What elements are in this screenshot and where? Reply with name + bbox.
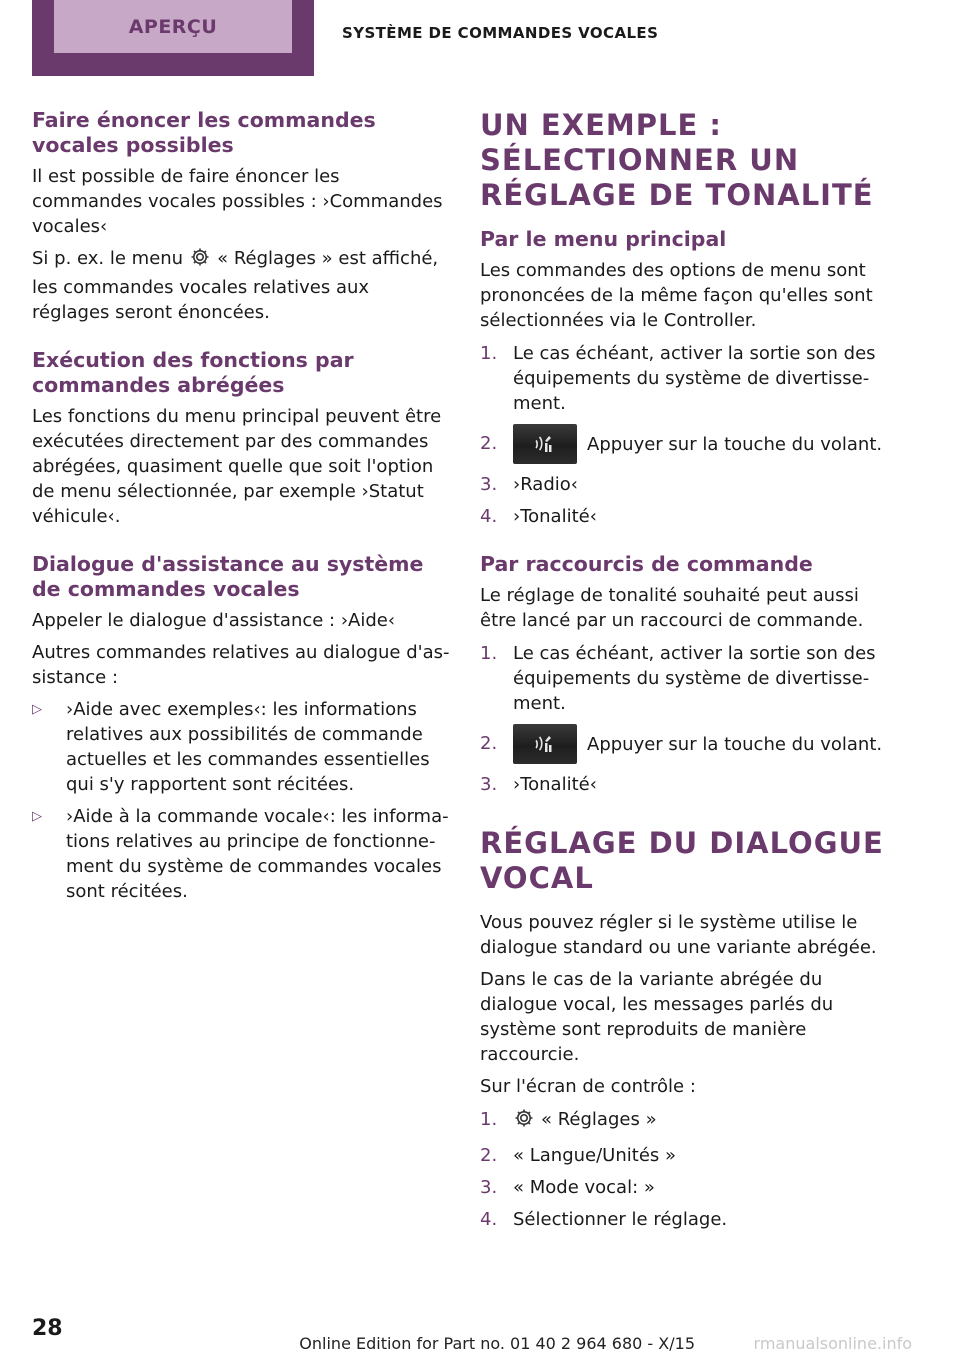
heading-short-commands: Exécution des fonctions par commandes abrégées — [32, 348, 354, 397]
list-item-text: ›Tonalité‹ — [513, 774, 597, 795]
paragraph: Dans le cas de la variante abrégée du dialogue vocal, les messages parlés du système sont reproduits de manière raccourcie. — [480, 969, 834, 1065]
list-item — [480, 1143, 900, 1168]
list-item — [480, 423, 900, 465]
list-number: 4. — [480, 1209, 498, 1230]
heading-voice-commands-list: Faire énoncer les commandes vocales possibles — [32, 108, 376, 157]
paragraph: Les commandes des options de menu sont prononcées de la même façon qu'elles sont sélectionnées via le Controller. — [480, 260, 873, 331]
list-item — [480, 641, 900, 716]
paragraph: Appeler le dialogue d'assistance : ›Aide‹ — [32, 610, 396, 631]
list-item-text: « Mode vocal: » — [513, 1177, 655, 1198]
list-item-text: ›Aide avec exemples‹: les informations relatives aux possibilités de commande actuelles et les commandes essentielles qui s'y rapportent sont récitées. — [66, 699, 430, 795]
chapter-tab-inner — [54, 0, 292, 53]
voice-control-button-icon — [513, 724, 577, 764]
list-number: 1. — [480, 643, 498, 664]
list-item-text: Appuyer sur la touche du volant. — [587, 733, 883, 755]
voice-control-button-icon — [513, 424, 577, 464]
right-column — [480, 108, 900, 1239]
paragraph: Vous pouvez régler si le système utilise le dialogue standard ou une variante abrégée. — [480, 912, 877, 958]
numbered-list — [480, 641, 900, 797]
left-column — [32, 108, 452, 911]
edition-note: Online Edition for Part no. 01 40 2 964 680 - X/15 — [299, 1334, 695, 1353]
chapter-tab — [32, 0, 314, 76]
list-item — [32, 697, 452, 797]
list-item-text: « Langue/Unités » — [513, 1145, 677, 1166]
bullet-list — [32, 697, 452, 904]
paragraph-settings-example — [32, 246, 452, 325]
list-item — [32, 804, 452, 904]
heading-assistance-dialog: Dialogue d'assistance au système de commandes vocales — [32, 552, 424, 601]
list-number: 3. — [480, 774, 498, 795]
list-item — [480, 1207, 900, 1232]
list-number: 1. — [480, 1109, 498, 1130]
gear-icon — [513, 1107, 535, 1136]
list-item-text: ›Aide à la commande vocale‹: les informations relatives au principe de fonctionnement du système de commandes vocales sont récitées. — [66, 806, 449, 902]
chapter-tab-label: APERÇU — [128, 15, 218, 38]
list-item-text: Appuyer sur la touche du volant. — [587, 433, 883, 455]
page-number: 28 — [32, 1316, 63, 1341]
list-item — [480, 472, 900, 497]
list-item — [480, 341, 900, 416]
list-number: 1. — [480, 343, 498, 364]
paragraph: Sur l'écran de contrôle : — [480, 1076, 696, 1097]
list-item-text: « Réglages » — [541, 1109, 657, 1130]
list-number: 4. — [480, 506, 498, 527]
paragraph: Le réglage de tonalité souhaité peut aussi être lancé par un raccourci de commande. — [480, 585, 864, 631]
list-number: 3. — [480, 1177, 498, 1198]
numbered-list — [480, 341, 900, 529]
list-item-text: Le cas échéant, activer la sortie son des équipements du système de divertissement. — [513, 643, 876, 714]
list-number: 3. — [480, 474, 498, 495]
list-item-text: ›Tonalité‹ — [513, 506, 597, 527]
list-item-text: ›Radio‹ — [513, 474, 578, 495]
list-item — [480, 723, 900, 765]
paragraph: Il est possible de faire énoncer les commandes vocales possibles : ›Commandes vocales‹ — [32, 166, 443, 237]
gear-icon — [189, 246, 211, 275]
list-item — [480, 772, 900, 797]
list-number: 2. — [480, 733, 498, 754]
list-item — [480, 504, 900, 529]
list-item-text: Sélectionner le réglage. — [513, 1209, 728, 1230]
heading-example-tone: UN EXEMPLE : SÉLECTIONNER UN RÉGLAGE DE TONALITÉ — [480, 108, 874, 212]
list-item-text: Le cas échéant, activer la sortie son des équipements du système de divertissement. — [513, 343, 876, 414]
list-item — [480, 1175, 900, 1200]
triangle-bullet-icon: ▷ — [32, 809, 42, 824]
triangle-bullet-icon: ▷ — [32, 702, 42, 717]
heading-main-menu: Par le menu principal — [480, 227, 727, 251]
text-fragment: « Réglages » est affiché, les commandes vocales relatives aux réglages seront énoncées. — [32, 248, 439, 323]
section-title: SYSTÈME DE COMMANDES VOCALES — [342, 24, 659, 42]
heading-voice-dialog-settings: RÉGLAGE DU DIALOGUE VOCAL — [480, 826, 884, 895]
list-number: 2. — [480, 433, 498, 454]
watermark-site: rmanualsonline.info — [753, 1334, 912, 1353]
text-fragment: Si p. ex. le menu — [32, 248, 184, 269]
list-item — [480, 1107, 900, 1136]
numbered-list — [480, 1107, 900, 1232]
paragraph: Les fonctions du menu principal peuvent être exécutées directement par des commandes abrégées, quasiment quelle que soit l'option de menu sélectionnée, par exemple ›Statut véhicule‹. — [32, 406, 442, 527]
heading-shortcuts: Par raccourcis de commande — [480, 552, 813, 576]
list-number: 2. — [480, 1145, 498, 1166]
paragraph: Autres commandes relatives au dialogue d'assistance : — [32, 642, 450, 688]
